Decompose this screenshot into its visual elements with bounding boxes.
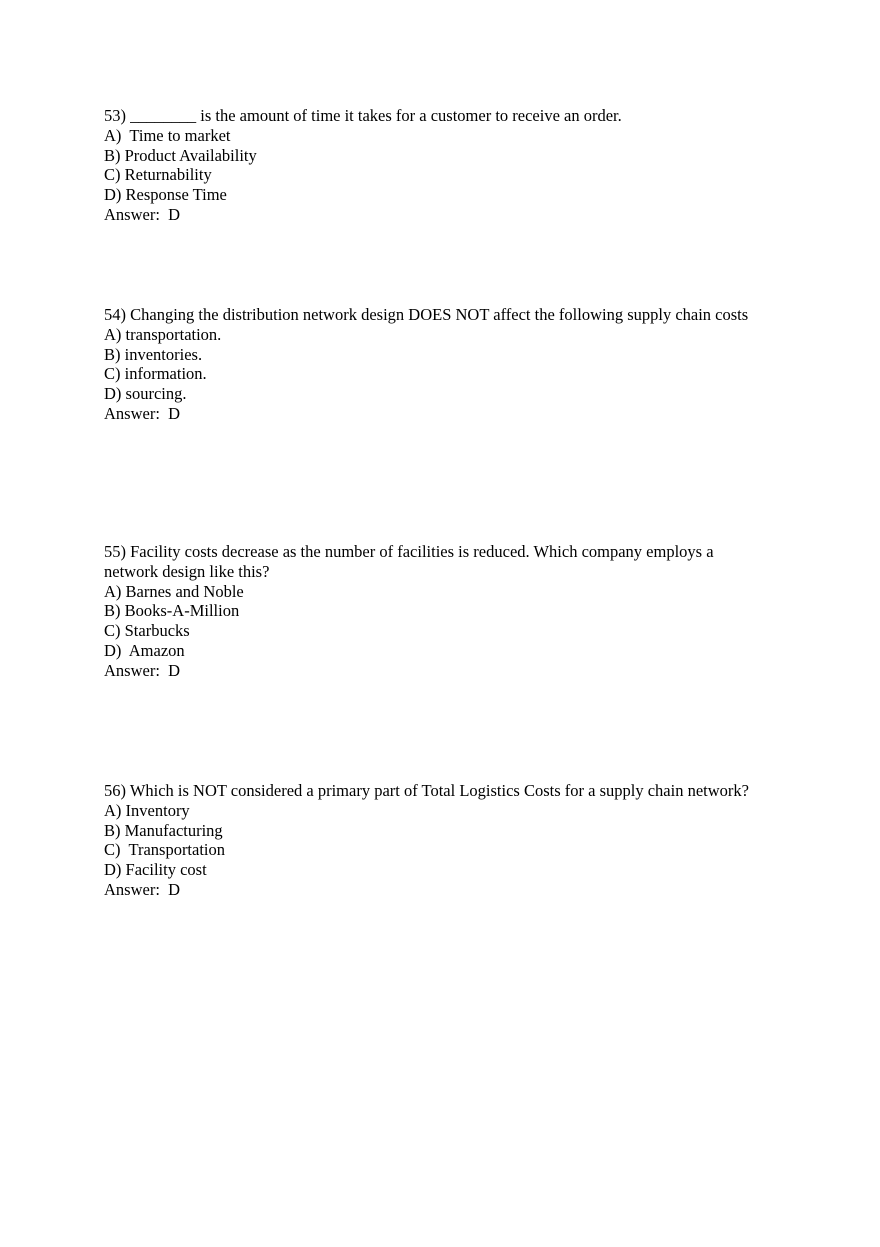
question-stem: 53) ________ is the amount of time it takes for a customer to receive an order.	[104, 106, 622, 125]
option-c: C) Returnability	[104, 165, 212, 185]
option-d: D) sourcing.	[104, 384, 187, 404]
option-a: A) Time to market	[104, 125, 231, 145]
option-b: B) Manufacturing	[104, 820, 223, 840]
answer: Answer: D	[104, 403, 181, 423]
option-a: A) transportation.	[104, 324, 222, 344]
option-c: C) information.	[104, 364, 207, 384]
answer: Answer: D	[104, 660, 181, 680]
option-d: D) Response Time	[104, 185, 227, 205]
question-53	[104, 106, 754, 225]
question-stem: 56) Which is NOT considered a primary part of Total Logistics Costs for a supply chain network?	[104, 781, 749, 800]
answer: Answer: D	[104, 879, 181, 899]
option-a: A) Inventory	[104, 800, 190, 820]
option-b: B) Product Availability	[104, 145, 257, 165]
option-b: B) Books-A-Million	[104, 601, 240, 621]
question-56	[104, 781, 754, 900]
option-c: C) Starbucks	[104, 621, 190, 641]
question-stem: 54) Changing the distribution network design DOES NOT affect the following supply chain costs	[104, 305, 749, 324]
option-c: C) Transportation	[104, 840, 226, 860]
question-stem: 55) Facility costs decrease as the number of facilities is reduced. Which company employs a network design like this?	[104, 542, 718, 581]
answer: Answer: D	[104, 204, 181, 224]
question-54	[104, 305, 754, 424]
question-55	[104, 542, 754, 681]
option-d: D) Facility cost	[104, 860, 207, 880]
option-d: D) Amazon	[104, 640, 185, 660]
option-b: B) inventories.	[104, 344, 203, 364]
option-a: A) Barnes and Noble	[104, 581, 244, 601]
